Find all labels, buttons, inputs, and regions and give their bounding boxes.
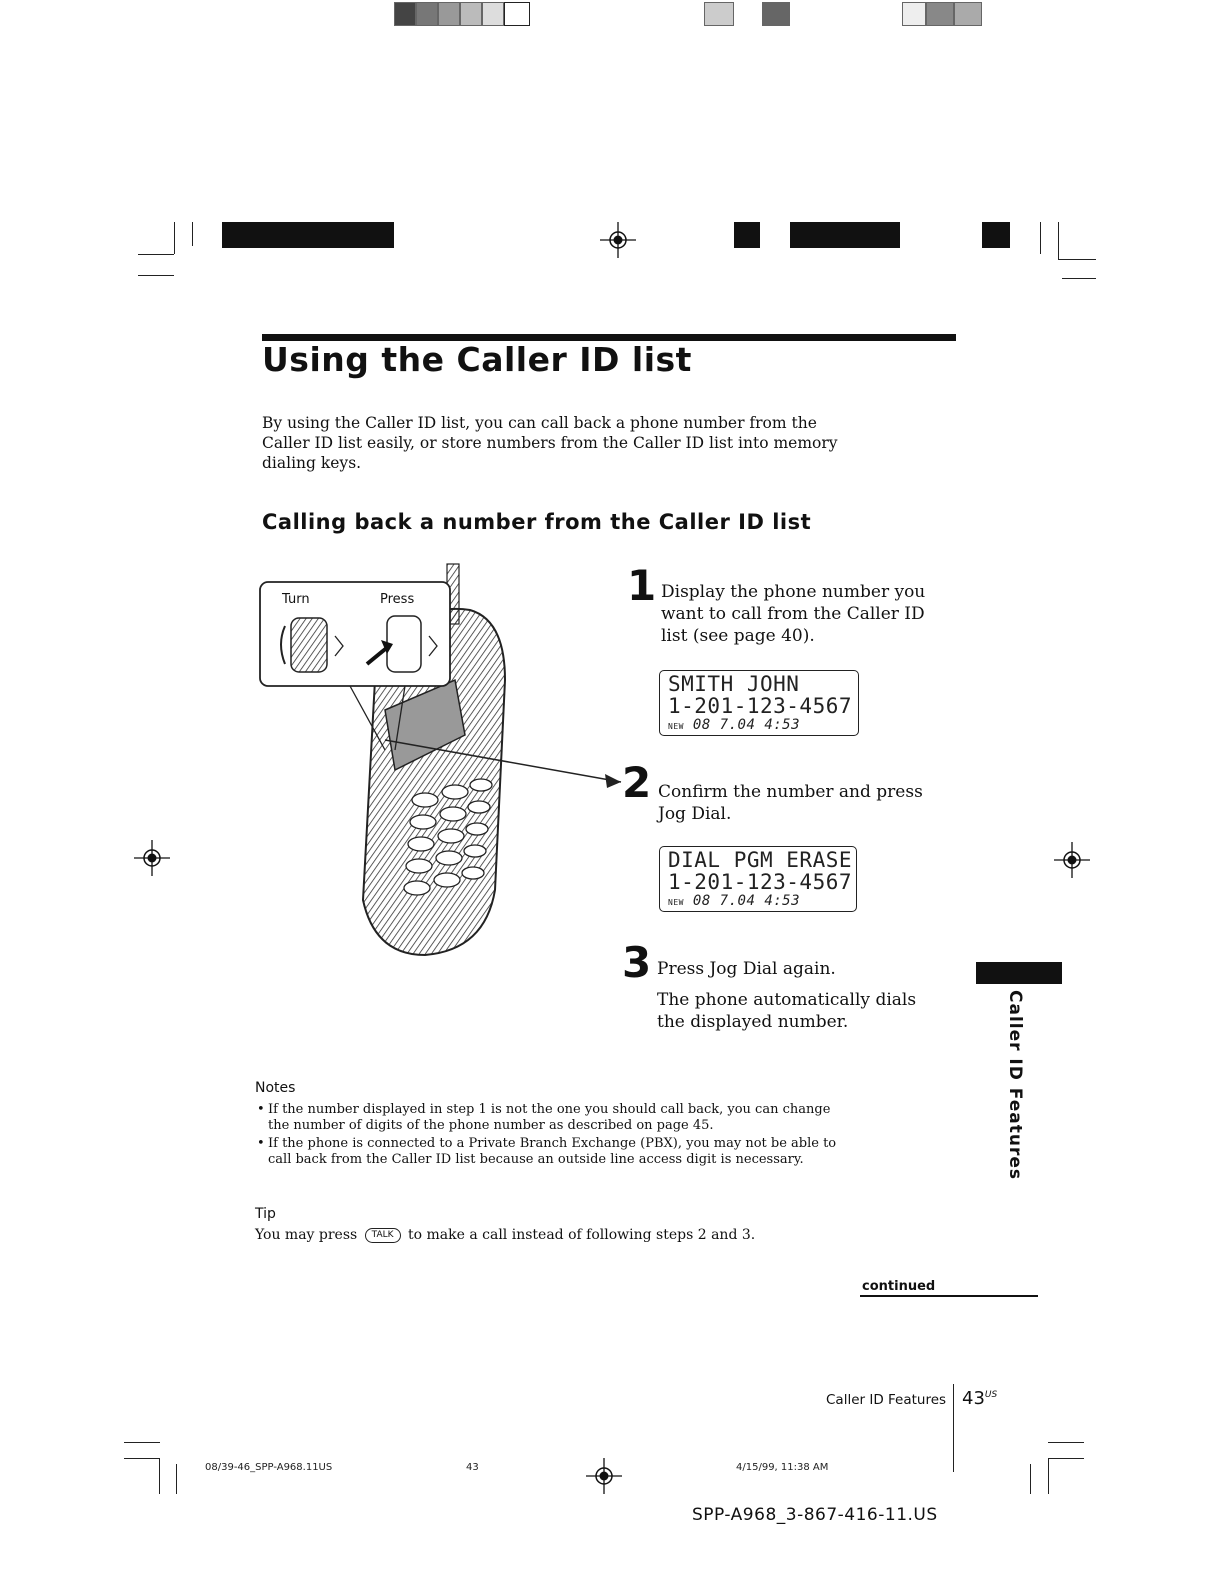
turn-label: Turn xyxy=(282,592,310,607)
continued-label: continued xyxy=(862,1279,936,1294)
side-section-label: Caller ID Features xyxy=(1005,990,1025,1180)
section-tab xyxy=(976,962,1062,984)
crop-mark xyxy=(1048,1442,1084,1443)
slug-file: 08/39-46_SPP-A968.11US xyxy=(205,1462,333,1473)
crop-mark xyxy=(138,254,174,255)
registration-bar xyxy=(790,222,900,248)
tip-text xyxy=(255,1227,755,1243)
talk-key-icon: TALK xyxy=(365,1228,401,1243)
tip-heading: Tip xyxy=(255,1206,276,1222)
document-id: SPP-A968_3-867-416-11.US xyxy=(692,1505,938,1525)
registration-swatch xyxy=(704,2,734,26)
registration-bar xyxy=(222,222,394,248)
footer-rule xyxy=(953,1384,954,1472)
intro-paragraph: By using the Caller ID list, you can call back a phone number from the Caller ID list easily, or store numbers from the Caller ID list into memory dialing keys. xyxy=(262,414,838,472)
tip-text-after: to make a call instead of following steps 2 and 3. xyxy=(408,1227,756,1243)
registration-swatch xyxy=(954,2,982,26)
tip-text-before: You may press xyxy=(255,1227,358,1243)
lcd-line-number: 1-201-123-4567 xyxy=(668,694,853,718)
lcd-line-name: SMITH JOHN xyxy=(668,672,800,696)
registration-swatch xyxy=(504,2,530,26)
crop-mark xyxy=(124,1442,160,1443)
page-number xyxy=(962,1388,997,1409)
registration-swatch xyxy=(926,2,954,26)
step-text: Press Jog Dial again. xyxy=(657,959,836,979)
note-item: • If the number displayed in step 1 is not the one you should call back, you can change the number of digits of the phone number as described on page 45. xyxy=(255,1102,845,1134)
footer-section-name: Caller ID Features xyxy=(826,1392,947,1408)
crop-mark xyxy=(138,275,174,276)
lcd-line-menu: DIAL PGM ERASE xyxy=(668,848,853,872)
lcd-line-datetime: 08 7.04 4:53 xyxy=(692,893,801,909)
crop-mark xyxy=(1040,222,1041,254)
crop-mark xyxy=(1048,1458,1049,1494)
registration-swatch xyxy=(762,2,790,26)
registration-swatch xyxy=(902,2,926,26)
lcd-display xyxy=(659,670,859,736)
registration-target-icon xyxy=(586,1458,622,1494)
crop-mark xyxy=(1058,222,1059,260)
registration-target-icon xyxy=(1054,842,1090,878)
registration-swatch xyxy=(394,2,416,26)
continued-rule xyxy=(860,1295,1038,1297)
step-number: 1 xyxy=(627,561,657,610)
crop-mark xyxy=(1058,259,1096,260)
registration-swatch xyxy=(460,2,482,26)
crop-mark xyxy=(1062,278,1096,279)
notes-heading: Notes xyxy=(255,1080,296,1096)
lcd-new-tag: NEW xyxy=(668,898,684,907)
step-number: 3 xyxy=(622,938,652,987)
handset-illustration xyxy=(255,560,635,980)
registration-target-icon xyxy=(134,840,170,876)
crop-mark xyxy=(124,1458,160,1459)
page-number-suffix: US xyxy=(984,1390,998,1400)
registration-bar xyxy=(982,222,1010,248)
page-title: Using the Caller ID list xyxy=(262,340,692,379)
step-text: Display the phone number you want to call from the Caller ID list (see page 40). xyxy=(661,582,926,646)
section-subheading: Calling back a number from the Caller ID list xyxy=(262,510,812,534)
lcd-display xyxy=(659,846,857,912)
crop-mark xyxy=(176,1464,177,1494)
page-number-value: 43 xyxy=(962,1388,985,1409)
crop-mark xyxy=(192,222,193,246)
step-text: Confirm the number and press Jog Dial. xyxy=(658,782,923,824)
lcd-new-tag: NEW xyxy=(668,722,684,731)
crop-mark xyxy=(1048,1458,1084,1459)
slug-date: 4/15/99, 11:38 AM xyxy=(736,1462,829,1473)
registration-swatch xyxy=(416,2,438,26)
crop-mark xyxy=(174,222,175,254)
step-number: 2 xyxy=(622,758,652,807)
note-item: • If the phone is connected to a Private Branch Exchange (PBX), you may not be able to call back from the Caller ID list because an outside line access digit is necessary. xyxy=(255,1136,845,1168)
registration-swatch xyxy=(438,2,460,26)
registration-swatch xyxy=(482,2,504,26)
registration-bar xyxy=(734,222,760,248)
lcd-line-number: 1-201-123-4567 xyxy=(668,870,853,894)
slug-page: 43 xyxy=(466,1462,479,1473)
crop-mark xyxy=(1030,1464,1031,1494)
crop-mark xyxy=(159,1458,160,1494)
registration-target-icon xyxy=(600,222,636,258)
notes-list xyxy=(255,1102,845,1170)
lcd-line-datetime: 08 7.04 4:53 xyxy=(692,717,801,733)
step-detail: The phone automatically dials the displayed number. xyxy=(657,990,917,1032)
press-label: Press xyxy=(380,592,415,607)
